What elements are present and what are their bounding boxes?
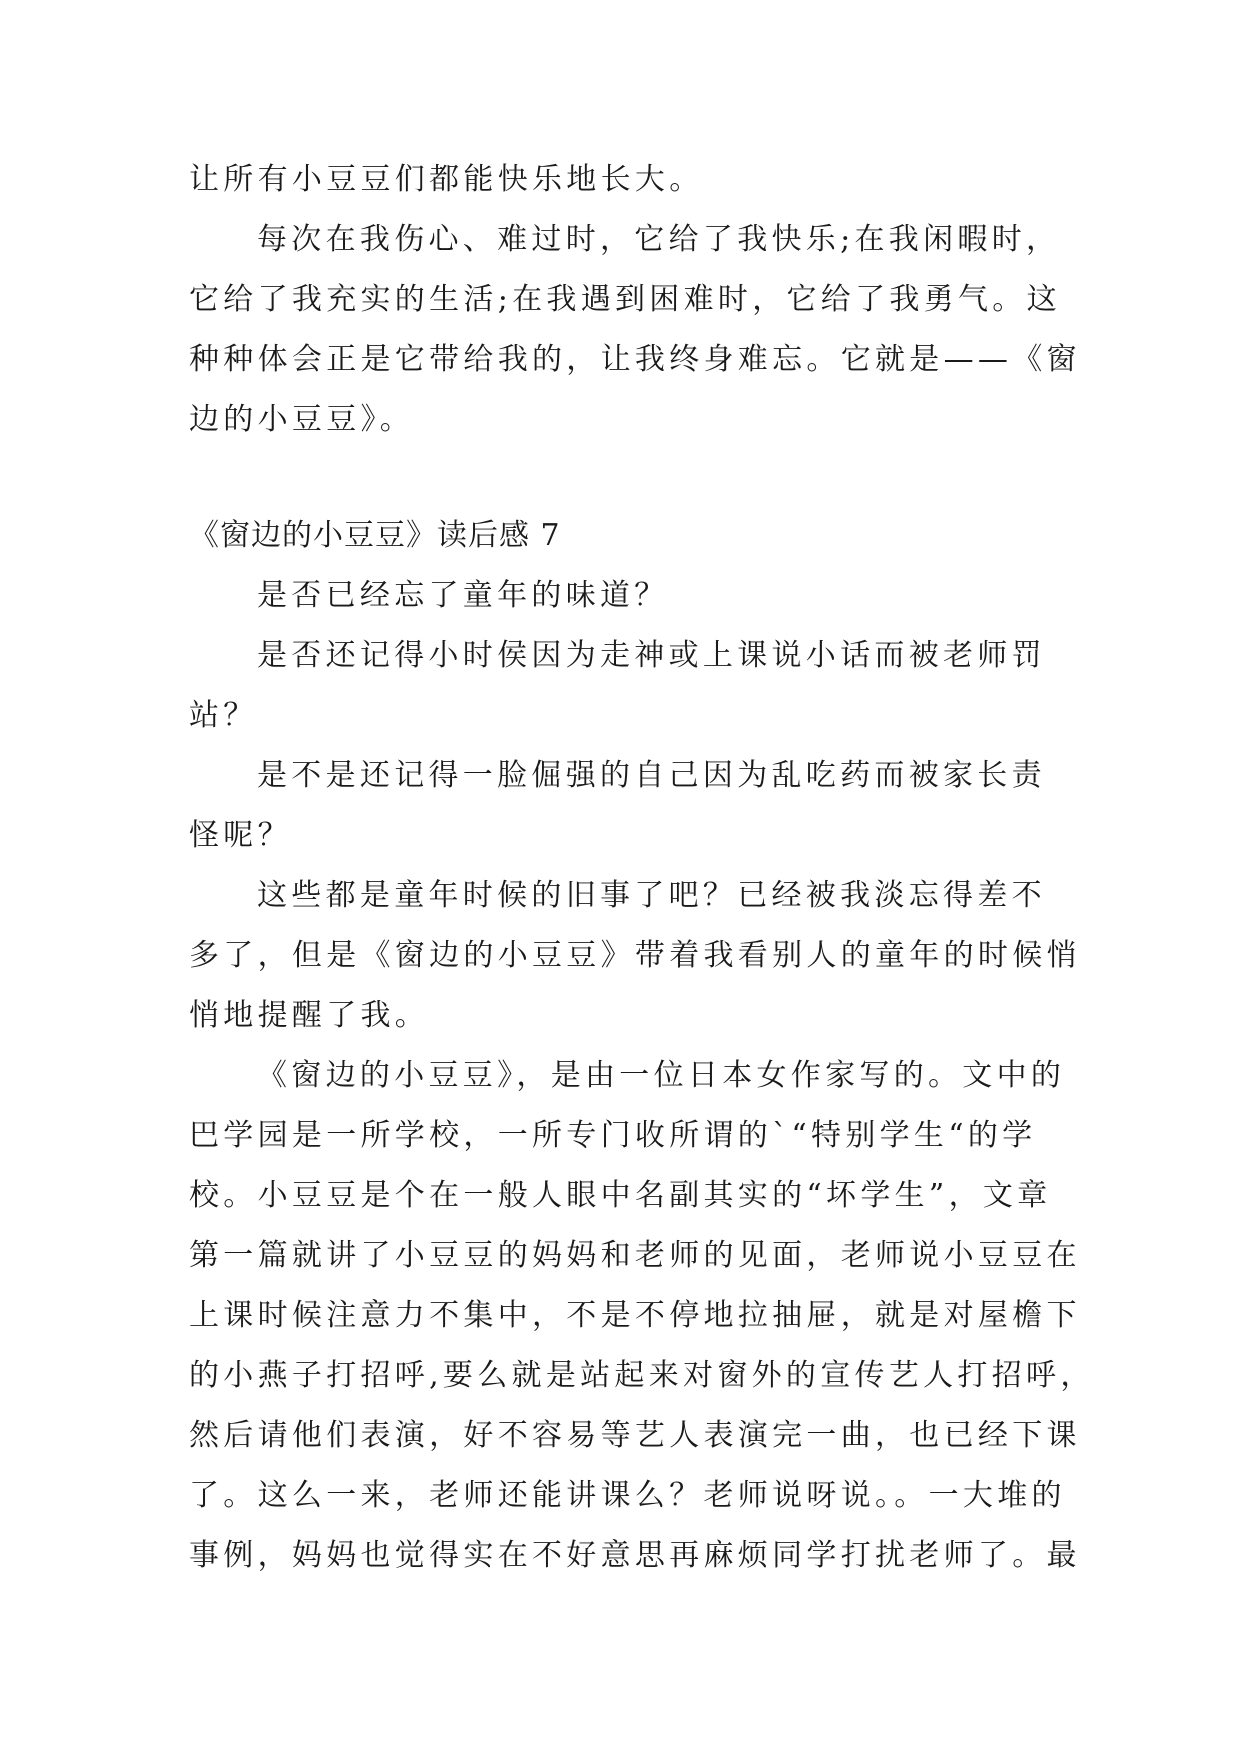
text-line: 每次在我伤心、难过时，它给了我快乐;在我闲暇时， bbox=[257, 222, 1061, 257]
text-line: 这些都是童年时候的旧事了吧？已经被我淡忘得差不 bbox=[257, 878, 1046, 913]
text-line: 悄地提醒了我。 bbox=[189, 998, 430, 1033]
text-line: 怪呢？ bbox=[189, 818, 292, 853]
text-line: 种种体会正是它带给我的，让我终身难忘。它就是——《窗 bbox=[189, 342, 1081, 377]
text-line: 事例，妈妈也觉得实在不好意思再麻烦同学打扰老师了。最 bbox=[189, 1538, 1081, 1573]
text-line: 边的小豆豆》。 bbox=[189, 402, 415, 437]
text-line: 《窗边的小豆豆》，是由一位日本女作家写的。文中的 bbox=[257, 1058, 1066, 1093]
text-line: 让所有小豆豆们都能快乐地长大。 bbox=[189, 162, 704, 197]
text-line: 的小燕子打招呼,要么就是站起来对窗外的宣传艺人打招呼， bbox=[189, 1358, 1095, 1393]
text-line: 站？ bbox=[189, 698, 258, 733]
text-line: 第一篇就讲了小豆豆的妈妈和老师的见面，老师说小豆豆在 bbox=[189, 1238, 1081, 1273]
text-line: 是否还记得小时侯因为走神或上课说小话而被老师罚 bbox=[257, 638, 1046, 673]
text-line: 巴学园是一所学校，一所专门收所谓的`“特别学生“的学 bbox=[189, 1118, 1037, 1153]
text-line: 上课时候注意力不集中，不是不停地拉抽屉，就是对屋檐下 bbox=[189, 1298, 1081, 1333]
text-line: 校。小豆豆是个在一般人眼中名副其实的“坏学生”，文章 bbox=[189, 1178, 1052, 1213]
text-line: 是否已经忘了童年的味道？ bbox=[257, 578, 669, 613]
essay-heading: 《窗边的小豆豆》读后感 7 bbox=[189, 518, 561, 553]
text-line: 它给了我充实的生活;在我遇到困难时，它给了我勇气。这 bbox=[189, 282, 1061, 317]
text-line: 了。这么一来，老师还能讲课么？老师说呀说。。一大堆的 bbox=[189, 1478, 1066, 1513]
text-line: 然后请他们表演，好不容易等艺人表演完一曲，也已经下课 bbox=[189, 1418, 1081, 1453]
essay-body bbox=[189, 566, 1095, 1586]
previous-essay-ending bbox=[189, 150, 1081, 450]
text-line: 多了，但是《窗边的小豆豆》带着我看别人的童年的时候悄 bbox=[189, 938, 1081, 973]
text-line: 是不是还记得一脸倔强的自己因为乱吃药而被家长责 bbox=[257, 758, 1046, 793]
